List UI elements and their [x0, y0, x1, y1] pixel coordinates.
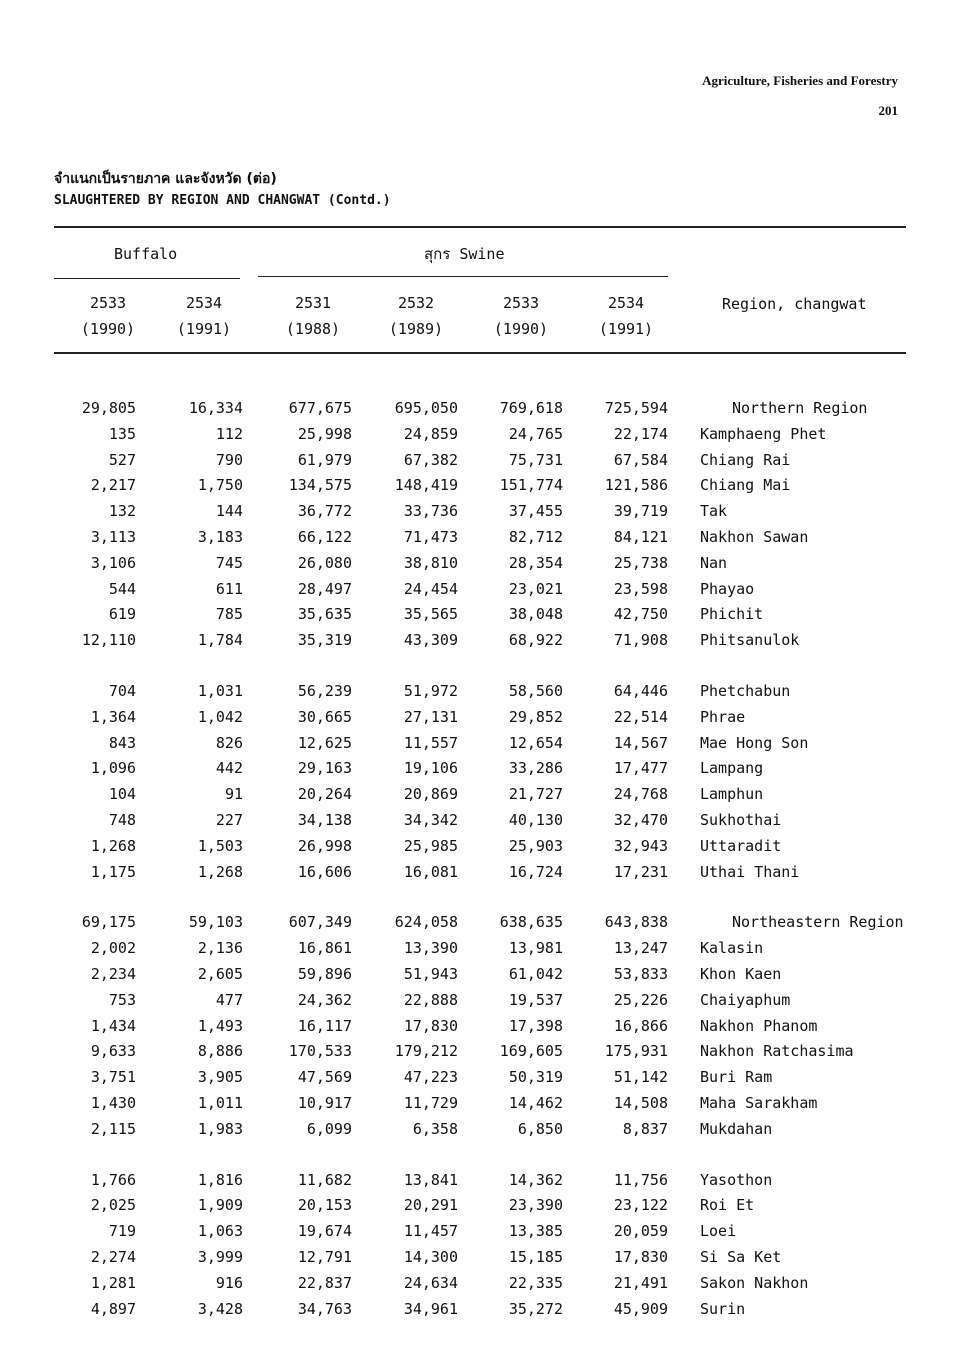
table-cell: 12,625 — [297, 733, 352, 752]
table-cell: 916 — [215, 1273, 243, 1292]
table-cell: 144 — [215, 502, 243, 521]
table-cell: 22,174 — [613, 424, 668, 443]
changwat-label: Phrae — [700, 707, 746, 726]
table-cell: 790 — [215, 450, 243, 469]
table-cell: 745 — [215, 553, 243, 572]
table-cell: 13,841 — [403, 1170, 458, 1189]
table-cell: 71,473 — [403, 528, 458, 546]
table-cell: 15,185 — [508, 1248, 563, 1266]
table-cell: 71,908 — [613, 631, 668, 650]
table-cell: 36,772 — [297, 502, 352, 521]
top-rule — [54, 226, 906, 228]
table-cell: 769,618 — [499, 399, 563, 417]
table-cell: 527 — [108, 450, 136, 469]
table-cell: 61,979 — [297, 450, 352, 469]
table-cell: 28,497 — [297, 579, 352, 598]
table-cell: 75,731 — [508, 450, 563, 469]
page-header — [702, 66, 898, 126]
table-cell: 695,050 — [394, 399, 458, 417]
table-cell: 45,909 — [613, 1299, 668, 1318]
table-cell: 134,575 — [288, 476, 352, 495]
table-cell: 21,727 — [508, 785, 563, 804]
table-cell: 748 — [108, 811, 136, 829]
table-cell: 9,633 — [90, 1042, 136, 1061]
table-cell: 91 — [224, 785, 243, 804]
table-cell: 53,833 — [613, 965, 668, 983]
table-cell: 13,390 — [403, 939, 458, 958]
table-cell: 704 — [108, 682, 136, 700]
table-cell: 33,286 — [508, 759, 563, 778]
table-cell: 16,334 — [188, 399, 243, 417]
table-cell: 21,491 — [613, 1273, 668, 1292]
column-year-be: 2534 — [607, 294, 645, 312]
column-year-ad: (1990) — [493, 320, 549, 338]
table-cell: 27,131 — [403, 707, 458, 726]
changwat-label: Nakhon Ratchasima — [700, 1042, 854, 1061]
table-cell: 28,354 — [508, 553, 563, 572]
table-cell: 38,810 — [403, 553, 458, 572]
table-cell: 3,183 — [197, 528, 243, 546]
changwat-label: Uthai Thani — [700, 862, 800, 881]
table-cell: 67,584 — [613, 450, 668, 469]
table-cell: 1,493 — [197, 1016, 243, 1035]
column-year-ad: (1991) — [176, 320, 232, 338]
table-cell: 35,272 — [508, 1299, 563, 1318]
changwat-label: Kamphaeng Phet — [700, 424, 827, 443]
table-cell: 112 — [215, 424, 243, 443]
column-year-be: 2533 — [502, 294, 540, 312]
column-year-be: 2534 — [185, 294, 223, 312]
table-cell: 26,080 — [297, 553, 352, 572]
table-cell: 169,605 — [499, 1042, 563, 1061]
changwat-label: Chiang Mai — [700, 476, 791, 495]
table-cell: 1,364 — [90, 707, 136, 726]
table-cell: 227 — [215, 811, 243, 829]
table-cell: 14,508 — [613, 1094, 668, 1112]
table-cell: 6,850 — [517, 1119, 563, 1138]
table-cell: 14,300 — [403, 1248, 458, 1266]
changwat-label: Loei — [700, 1222, 737, 1241]
table-cell: 3,999 — [197, 1248, 243, 1266]
changwat-label: Phetchabun — [700, 682, 791, 700]
table-cell: 132 — [108, 502, 136, 521]
table-cell: 8,837 — [622, 1119, 668, 1138]
table-cell: 19,106 — [403, 759, 458, 778]
changwat-label: Uttaradit — [700, 836, 782, 855]
table-cell: 2,025 — [90, 1196, 136, 1215]
table-cell: 19,537 — [508, 990, 563, 1009]
table-cell: 23,122 — [613, 1196, 668, 1215]
table-title-thai: จำแนกเป็นรายภาค และจังหวัด (ต่อ) — [54, 171, 277, 187]
table-cell: 61,042 — [508, 965, 563, 983]
column-year-ad: (1988) — [285, 320, 341, 338]
table-cell: 1,268 — [90, 836, 136, 855]
table-cell: 544 — [108, 579, 136, 598]
table-cell: 477 — [215, 990, 243, 1009]
page-number: 201 — [878, 103, 898, 118]
changwat-label: Phichit — [700, 605, 764, 624]
table-cell: 6,099 — [306, 1119, 352, 1138]
table-cell: 25,738 — [613, 553, 668, 572]
table-cell: 24,768 — [613, 785, 668, 804]
table-cell: 1,268 — [197, 862, 243, 881]
changwat-label: Phayao — [700, 579, 755, 598]
table-cell: 11,729 — [403, 1094, 458, 1112]
table-cell: 14,567 — [613, 733, 668, 752]
group-header-swine: สุกร Swine — [424, 245, 505, 263]
table-cell: 47,223 — [403, 1068, 458, 1087]
table-cell: 67,382 — [403, 450, 458, 469]
table-cell: 59,103 — [188, 913, 243, 932]
table-cell: 1,063 — [197, 1222, 243, 1241]
table-cell: 13,385 — [508, 1222, 563, 1241]
table-cell: 40,130 — [508, 811, 563, 829]
table-cell: 1,816 — [197, 1170, 243, 1189]
changwat-label: Maha Sarakham — [700, 1094, 818, 1112]
table-cell: 677,675 — [288, 399, 352, 417]
table-cell: 42,750 — [613, 605, 668, 624]
table-cell: 121,586 — [604, 476, 668, 495]
table-cell: 179,212 — [394, 1042, 458, 1061]
table-cell: 1,011 — [197, 1094, 243, 1112]
table-cell: 22,514 — [613, 707, 668, 726]
changwat-label: Si Sa Ket — [700, 1248, 782, 1266]
table-title-english: SLAUGHTERED BY REGION AND CHANGWAT (Contd.) — [54, 193, 391, 208]
table-cell: 34,763 — [297, 1299, 352, 1318]
table-cell: 24,859 — [403, 424, 458, 443]
table-cell: 23,598 — [613, 579, 668, 598]
column-year-ad: (1991) — [598, 320, 654, 338]
table-cell: 1,983 — [197, 1119, 243, 1138]
table-cell: 32,470 — [613, 811, 668, 829]
table-cell: 59,896 — [297, 965, 352, 983]
table-cell: 22,837 — [297, 1273, 352, 1292]
table-cell: 16,606 — [297, 862, 352, 881]
table-cell: 47,569 — [297, 1068, 352, 1087]
table-cell: 1,434 — [90, 1016, 136, 1035]
table-cell: 25,985 — [403, 836, 458, 855]
table-cell: 11,756 — [613, 1170, 668, 1189]
table-cell: 785 — [215, 605, 243, 624]
changwat-label: Nakhon Sawan — [700, 528, 809, 546]
changwat-label: Lamphun — [700, 785, 764, 804]
table-cell: 13,981 — [508, 939, 563, 958]
changwat-label: Chaiyaphum — [700, 990, 791, 1009]
table-cell: 11,682 — [297, 1170, 352, 1189]
table-cell: 35,319 — [297, 631, 352, 650]
table-cell: 1,281 — [90, 1273, 136, 1292]
table-cell: 619 — [108, 605, 136, 624]
table-cell: 82,712 — [508, 528, 563, 546]
table-cell: 29,805 — [81, 399, 136, 417]
table-cell: 20,291 — [403, 1196, 458, 1215]
table-cell: 37,455 — [508, 502, 563, 521]
table-cell: 843 — [108, 733, 136, 752]
table-cell: 826 — [215, 733, 243, 752]
table-cell: 24,634 — [403, 1273, 458, 1292]
table-cell: 2,234 — [90, 965, 136, 983]
table-cell: 16,081 — [403, 862, 458, 881]
table-cell: 17,830 — [613, 1248, 668, 1266]
changwat-label: Mae Hong Son — [700, 733, 809, 752]
table-cell: 20,059 — [613, 1222, 668, 1241]
table-cell: 64,446 — [613, 682, 668, 700]
table-cell: 17,830 — [403, 1016, 458, 1035]
table-cell: 23,390 — [508, 1196, 563, 1215]
table-cell: 32,943 — [613, 836, 668, 855]
table-cell: 66,122 — [297, 528, 352, 546]
table-cell: 20,264 — [297, 785, 352, 804]
table-cell: 3,428 — [197, 1299, 243, 1318]
region-label: Northern Region — [732, 399, 868, 417]
table-cell: 35,635 — [297, 605, 352, 624]
changwat-label: Khon Kaen — [700, 965, 782, 983]
changwat-label: Tak — [700, 502, 728, 521]
table-cell: 16,117 — [297, 1016, 352, 1035]
region-column-header: Region, changwat — [722, 295, 867, 313]
table-cell: 611 — [215, 579, 243, 598]
table-cell: 170,533 — [288, 1042, 352, 1061]
table-cell: 135 — [108, 424, 136, 443]
changwat-label: Chiang Rai — [700, 450, 791, 469]
table-cell: 20,869 — [403, 785, 458, 804]
table-cell: 26,998 — [297, 836, 352, 855]
table-cell: 68,922 — [508, 631, 563, 650]
table-cell: 2,274 — [90, 1248, 136, 1266]
header-bottom-rule — [54, 352, 906, 354]
table-cell: 643,838 — [604, 913, 668, 932]
table-cell: 1,784 — [197, 631, 243, 650]
changwat-label: Sukhothai — [700, 811, 782, 829]
table-cell: 624,058 — [394, 913, 458, 932]
table-cell: 11,457 — [403, 1222, 458, 1241]
table-cell: 29,852 — [508, 707, 563, 726]
column-year-be: 2531 — [294, 294, 332, 312]
table-cell: 14,462 — [508, 1094, 563, 1112]
changwat-label: Kalasin — [700, 939, 764, 958]
table-cell: 22,335 — [508, 1273, 563, 1292]
table-cell: 34,138 — [297, 811, 352, 829]
table-cell: 2,002 — [90, 939, 136, 958]
table-cell: 638,635 — [499, 913, 563, 932]
table-cell: 8,886 — [197, 1042, 243, 1061]
table-cell: 24,765 — [508, 424, 563, 443]
table-cell: 6,358 — [412, 1119, 458, 1138]
table-cell: 24,362 — [297, 990, 352, 1009]
table-cell: 25,226 — [613, 990, 668, 1009]
changwat-label: Roi Et — [700, 1196, 755, 1215]
table-cell: 58,560 — [508, 682, 563, 700]
changwat-label: Yasothon — [700, 1170, 773, 1189]
table-cell: 17,477 — [613, 759, 668, 778]
table-cell: 1,031 — [197, 682, 243, 700]
table-cell: 2,136 — [197, 939, 243, 958]
table-cell: 35,565 — [403, 605, 458, 624]
changwat-label: Buri Ram — [700, 1068, 773, 1087]
table-cell: 1,042 — [197, 707, 243, 726]
table-cell: 13,247 — [613, 939, 668, 958]
table-cell: 51,142 — [613, 1068, 668, 1087]
table-cell: 69,175 — [81, 913, 136, 932]
region-label: Northeastern Region — [732, 913, 904, 932]
table-cell: 1,175 — [90, 862, 136, 881]
table-cell: 3,751 — [90, 1068, 136, 1087]
table-cell: 56,239 — [297, 682, 352, 700]
table-cell: 38,048 — [508, 605, 563, 624]
table-cell: 607,349 — [288, 913, 352, 932]
changwat-label: Lampang — [700, 759, 764, 778]
group-header-buffalo: Buffalo — [114, 245, 178, 263]
table-cell: 175,931 — [604, 1042, 668, 1061]
table-cell: 151,774 — [499, 476, 563, 495]
table-cell: 22,888 — [403, 990, 458, 1009]
table-cell: 12,654 — [508, 733, 563, 752]
table-cell: 39,719 — [613, 502, 668, 521]
table-cell: 3,905 — [197, 1068, 243, 1087]
table-cell: 23,021 — [508, 579, 563, 598]
table-cell: 3,113 — [90, 528, 136, 546]
table-cell: 34,342 — [403, 811, 458, 829]
table-cell: 12,110 — [81, 631, 136, 650]
swine-rule — [258, 276, 668, 277]
table-cell: 84,121 — [613, 528, 668, 546]
table-cell: 25,998 — [297, 424, 352, 443]
column-year-ad: (1990) — [80, 320, 136, 338]
table-cell: 16,861 — [297, 939, 352, 958]
table-cell: 29,163 — [297, 759, 352, 778]
table-cell: 1,430 — [90, 1094, 136, 1112]
table-cell: 11,557 — [403, 733, 458, 752]
table-cell: 51,972 — [403, 682, 458, 700]
table-cell: 34,961 — [403, 1299, 458, 1318]
table-cell: 104 — [108, 785, 136, 804]
table-cell: 51,943 — [403, 965, 458, 983]
table-cell: 17,398 — [508, 1016, 563, 1035]
table-cell: 1,909 — [197, 1196, 243, 1215]
table-cell: 12,791 — [297, 1248, 352, 1266]
changwat-label: Surin — [700, 1299, 746, 1318]
table-cell: 25,903 — [508, 836, 563, 855]
table-cell: 1,503 — [197, 836, 243, 855]
table-cell: 753 — [108, 990, 136, 1009]
table-cell: 442 — [215, 759, 243, 778]
changwat-label: Nan — [700, 553, 728, 572]
changwat-label: Sakon Nakhon — [700, 1273, 809, 1292]
table-cell: 2,115 — [90, 1119, 136, 1138]
table-cell: 1,766 — [90, 1170, 136, 1189]
table-cell: 17,231 — [613, 862, 668, 881]
table-cell: 43,309 — [403, 631, 458, 650]
table-cell: 16,724 — [508, 862, 563, 881]
table-cell: 16,866 — [613, 1016, 668, 1035]
changwat-label: Mukdahan — [700, 1119, 773, 1138]
table-cell: 10,917 — [297, 1094, 352, 1112]
table-cell: 19,674 — [297, 1222, 352, 1241]
table-cell: 2,605 — [197, 965, 243, 983]
column-year-be: 2532 — [397, 294, 435, 312]
table-cell: 2,217 — [90, 476, 136, 495]
table-cell: 719 — [108, 1222, 136, 1241]
table-cell: 33,736 — [403, 502, 458, 521]
changwat-label: Phitsanulok — [700, 631, 800, 650]
changwat-label: Nakhon Phanom — [700, 1016, 818, 1035]
table-cell: 4,897 — [90, 1299, 136, 1318]
table-cell: 148,419 — [394, 476, 458, 495]
table-cell: 14,362 — [508, 1170, 563, 1189]
table-cell: 50,319 — [508, 1068, 563, 1087]
table-cell: 1,096 — [90, 759, 136, 778]
table-cell: 20,153 — [297, 1196, 352, 1215]
table-cell: 3,106 — [90, 553, 136, 572]
table-cell: 725,594 — [604, 399, 668, 417]
buffalo-rule — [54, 278, 240, 279]
table-cell: 1,750 — [197, 476, 243, 495]
table-cell: 24,454 — [403, 579, 458, 598]
column-year-be: 2533 — [89, 294, 127, 312]
table-cell: 30,665 — [297, 707, 352, 726]
section-title: Agriculture, Fisheries and Forestry — [702, 73, 898, 88]
column-year-ad: (1989) — [388, 320, 444, 338]
